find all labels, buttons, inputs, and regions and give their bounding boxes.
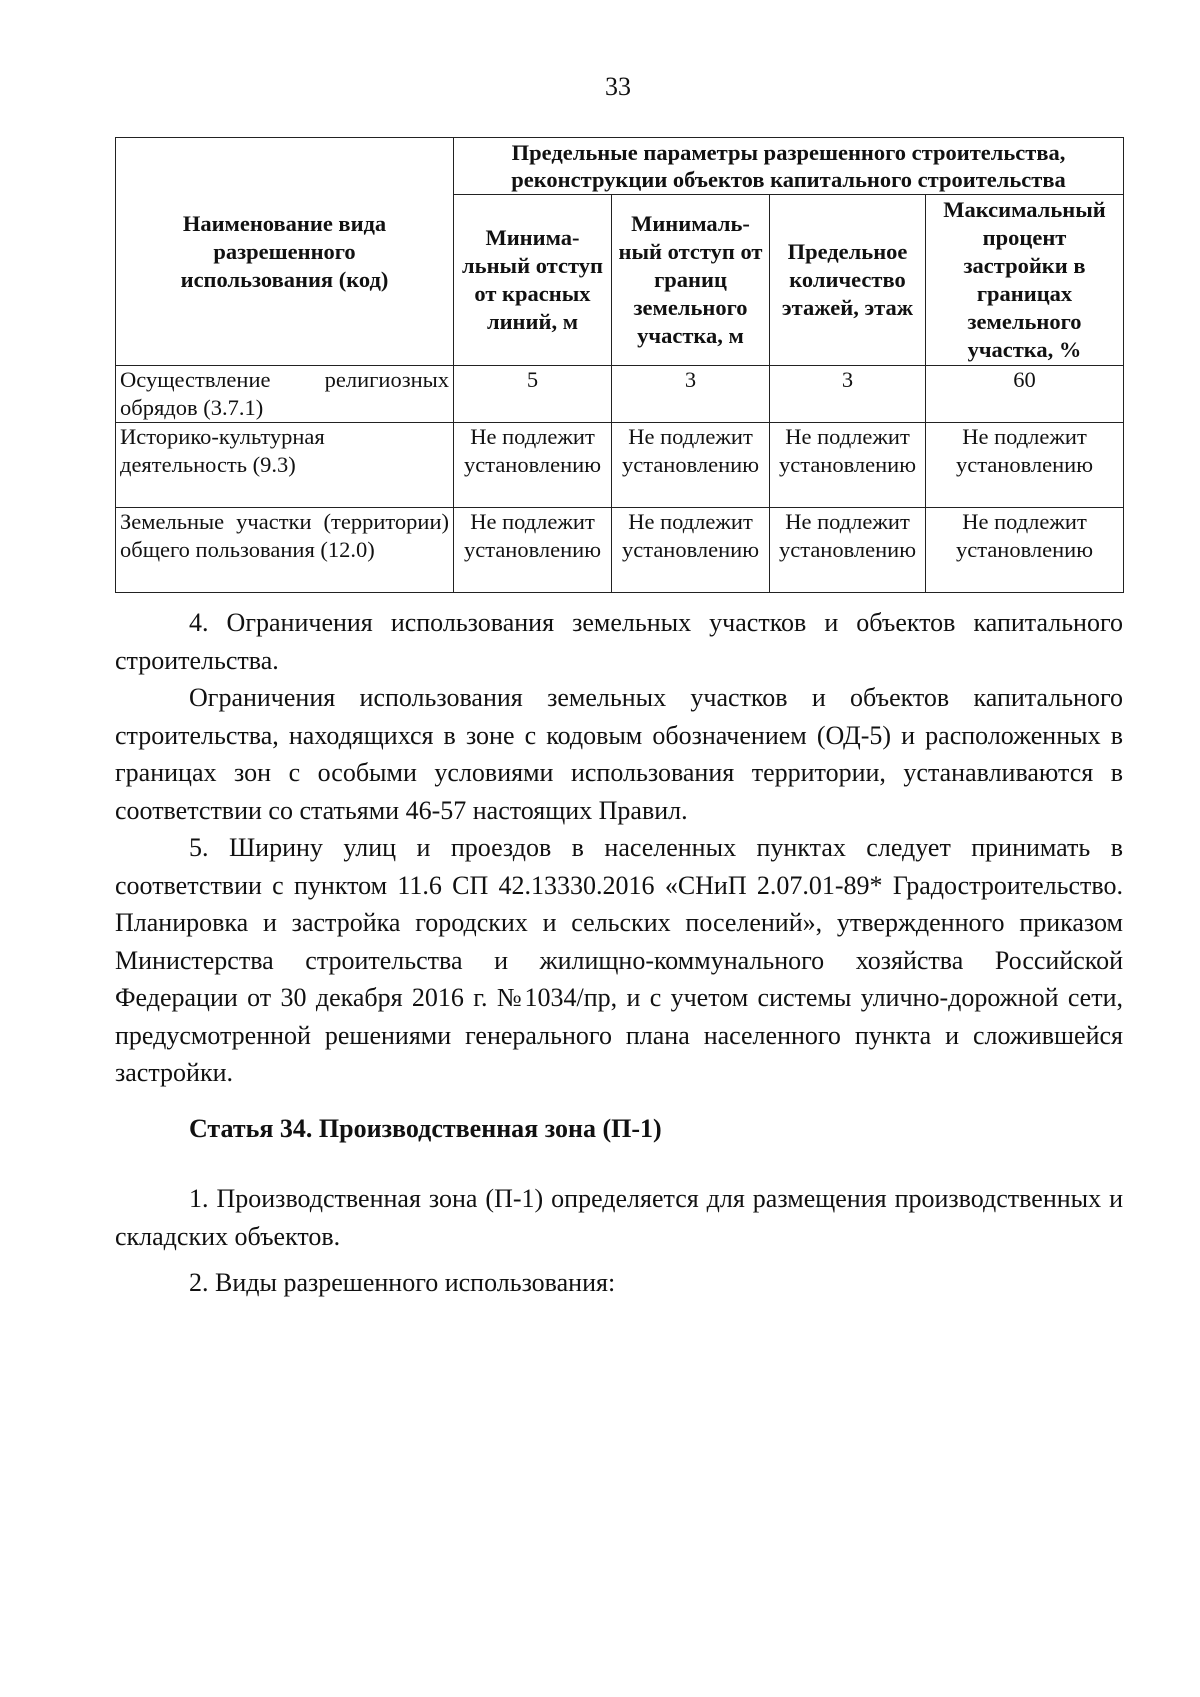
- cell-value: Не подлежит установлению: [770, 508, 926, 593]
- cell-value: Не подлежит установлению: [770, 423, 926, 508]
- header-col-coverage: Максимальный процент застройки в границах земельного участка, %: [926, 195, 1124, 366]
- cell-value: 3: [612, 366, 770, 423]
- header-col-red-lines: Минима-льный отступ от красных линий, м: [454, 195, 612, 366]
- row-name: Историко-культурная деятельность (9.3): [116, 423, 454, 508]
- table-row: [116, 423, 1124, 508]
- table-row: [116, 508, 1124, 593]
- row-name: Осуществление религиозных обрядов (3.7.1): [116, 366, 454, 423]
- article-paragraphs: [115, 1180, 1123, 1255]
- cell-value: Не подлежит установлению: [454, 423, 612, 508]
- cell-value: 5: [454, 366, 612, 423]
- article-paragraph-1: 1. Производственная зона (П-1) определяется для размещения производственных и складских объектов.: [115, 1184, 1123, 1251]
- page-number: 33: [605, 72, 631, 101]
- cell-value: Не подлежит установлению: [926, 423, 1124, 508]
- row-name: Земельные участки (территории) общего пользования (12.0): [116, 508, 454, 593]
- cell-value: Не подлежит установлению: [454, 508, 612, 593]
- cell-value: Не подлежит установлению: [612, 508, 770, 593]
- article-paragraph-2-block: [115, 1264, 1123, 1302]
- parameters-table: [115, 137, 1124, 593]
- cell-value: 60: [926, 366, 1124, 423]
- article-heading: Статья 34. Производственная зона (П-1): [189, 1114, 662, 1143]
- table-header-row: [116, 138, 1124, 195]
- header-col-plot-border: Минималь-ный отступ от границ земельного участка, м: [612, 195, 770, 366]
- table-row: [116, 366, 1124, 423]
- paragraph-5: 5. Ширину улиц и проездов в населенных пунктах следует принимать в соответствии с пунктом 11.6 СП 42.13330.2016 «СНиП 2.07.01-89* Градостроительство. Планировка и застройка городских и сельских поселений», утвержденного приказом Министерства строительства и жилищно-коммунального хозяйства Российской Федерации от 30 декабря 2016 г. №1034/пр, и с учетом системы улично-дорожной сети, предусмотренной решениями генерального плана населенного пункта и сложившейся застройки.: [115, 833, 1123, 1087]
- cell-value: Не подлежит установлению: [612, 423, 770, 508]
- cell-value: 3: [770, 366, 926, 423]
- paragraph-4: 4. Ограничения использования земельных участков и объектов капитального строительства.: [115, 608, 1123, 675]
- cell-value: Не подлежит установлению: [926, 508, 1124, 593]
- header-col-floors: Предельное количество этажей, этаж: [770, 195, 926, 366]
- paragraph-4-detail: Ограничения использования земельных участков и объектов капитального строительства, находящихся в зоне с кодовым обозначением (ОД-5) и расположенных в границах зон с особыми условиями использования территории, устанавливаются в соответствии со статьями 46-57 настоящих Правил.: [115, 683, 1123, 825]
- article-paragraph-2: 2. Виды разрешенного использования:: [189, 1268, 616, 1297]
- body-text: [115, 604, 1123, 1092]
- header-group-title: Предельные параметры разрешенного строительства, реконструкции объектов капитального строительства: [454, 138, 1124, 195]
- article-section: [115, 1110, 1123, 1148]
- header-name-column: Наименование вида разрешенного использования (код): [116, 138, 454, 366]
